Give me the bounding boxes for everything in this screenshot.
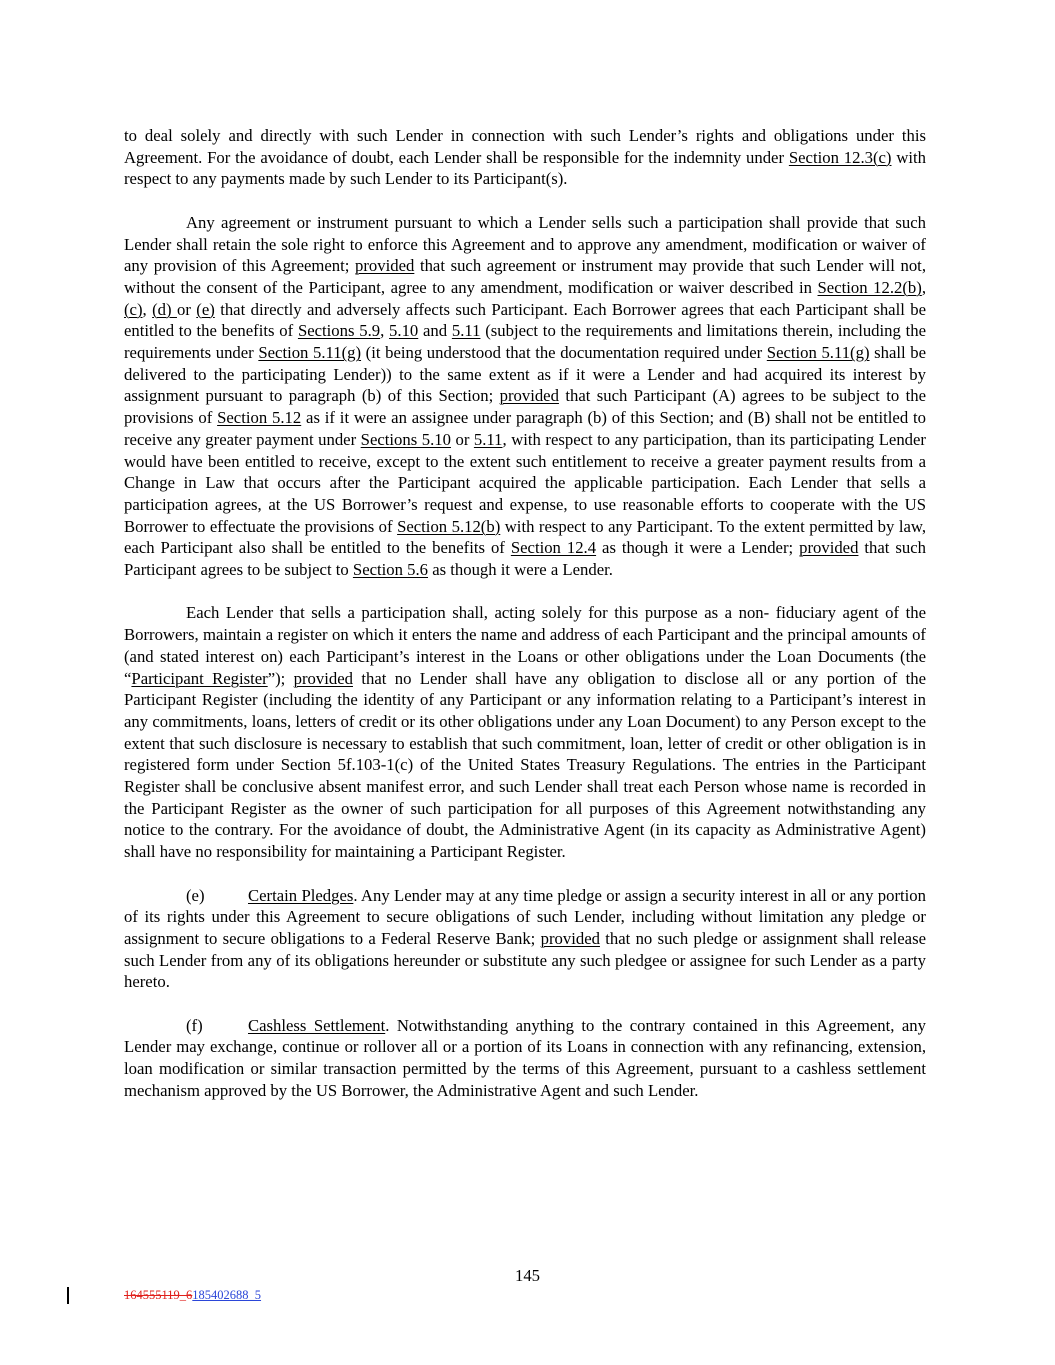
- provided-term: provided: [293, 668, 353, 688]
- provided-term: provided: [540, 928, 600, 948]
- paragraph-participant-register: Each Lender that sells a participation shall, acting solely for this purpose as a non- fiduciary agent of the Borrowers, maintain a register on which it enters the name and address of each Participant and the principal amounts of (and stated interest on) each Participant’s interest in the Loans or other obligations under the Loan Documents (the “Participant Register”); provided that no Lender shall have any obligation to disclose all or any portion of the Participant Register (including the identity of any Participant or any information relating to a Participant’s interest in any commitments, loans, letters of credit or its other obligations under any Loan Document) to any Person except to the extent that such disclosure is necessary to establish that such commitment, loan, letter of credit or other obligation is in registered form under Section 5f.103-1(c) of the United States Treasury Regulations. The entries in the Participant Register shall be conclusive absent manifest error, and such Lender shall treat each Person whose name is recorded in the Participant Register as the owner of such participation for all purposes of this Agreement notwithstanding any notice to the contrary. For the avoidance of doubt, the Administrative Agent (in its capacity as Administrative Agent) shall have no responsibility for maintaining a Participant Register.: [124, 603, 927, 862]
- section-reference: Sections 5.10: [360, 429, 451, 449]
- section-heading: Cashless Settlement: [248, 1015, 386, 1035]
- section-reference: Section 12.3(c): [788, 147, 892, 167]
- section-reference: Section 5.11(g): [766, 343, 870, 363]
- defined-term: Participant Register: [131, 668, 268, 688]
- section-reference: Section 12.2(b): [817, 277, 922, 297]
- section-label: (e): [186, 885, 205, 905]
- section-reference: Sections 5.9: [297, 321, 381, 341]
- document-body: [124, 125, 926, 1123]
- section-reference: (e): [196, 299, 215, 319]
- section-reference: Section 12.4: [510, 538, 597, 558]
- section-reference: (c): [124, 299, 143, 319]
- section-heading: Certain Pledges: [248, 885, 354, 905]
- provided-term: provided: [499, 386, 559, 406]
- section-label: (f): [186, 1015, 203, 1035]
- section-reference: 5.11: [451, 321, 481, 341]
- section-reference: Section 5.12(b): [397, 516, 501, 536]
- provided-term: provided: [355, 256, 415, 276]
- section-f-cashless-settlement: (f) Cashless Settlement. Notwithstanding anything to the contrary contained in this Agreement, any Lender may exchange, continue or rollover all or a portion of its Loans in connection with any refinancing, extension, loan modification or similar transaction permitted by the terms of this Agreement, pursuant to a cashless settlement mechanism approved by the US Borrower, the Administrative Agent and such Lender.: [124, 1015, 926, 1100]
- section-reference: Section 5.6: [352, 560, 429, 580]
- section-reference: 5.11: [473, 429, 503, 449]
- section-reference: (d): [152, 299, 177, 319]
- provided-term: provided: [799, 538, 859, 558]
- revision-change-bar: [67, 1287, 69, 1304]
- page-number: 145: [514, 1266, 541, 1285]
- section-reference: Section 5.12: [217, 408, 302, 428]
- paragraph-continuation: to deal solely and directly with such Lender in connection with such Lender’s rights and obligations under this Agreement. For the avoidance of doubt, each Lender shall be responsible for the indemnity under Section 12.3(c) with respect to any payments made by such Lender to its Participant(s).: [124, 126, 926, 189]
- section-reference: 5.10: [389, 321, 419, 341]
- document-id: [124, 1288, 261, 1303]
- inserted-doc-id: 185402688_5: [192, 1288, 262, 1302]
- paragraph-participation-agreement: Any agreement or instrument pursuant to which a Lender sells such a participation shall provide that such Lender shall retain the sole right to enforce this Agreement and to approve any amendment, modification or waiver of any provision of this Agreement; provided that such agreement or instrument may provide that such Lender will not, without the consent of the Participant, agree to any amendment, modification or waiver described in Section 12.2(b), (c), (d) or (e) that directly and adversely affects such Participant. Each Borrower agrees that each Participant shall be entitled to the benefits of Sections 5.9, 5.10 and 5.11 (subject to the requirements and limitations therein, including the requirements under Section 5.11(g) (it being understood that the documentation required under Section 5.11(g) shall be delivered to the participating Lender)) to the same extent as if it were a Lender and had acquired its interest by assignment pursuant to paragraph (b) of this Section; provided that such Participant (A) agrees to be subject to the provisions of Section 5.12 as if it were an assignee under paragraph (b) of this Section; and (B) shall not be entitled to receive any greater payment under Sections 5.10 or 5.11, with respect to any participation, than its participating Lender would have been entitled to receive, except to the extent such entitlement to receive a greater payment results from a Change in Law that occurs after the Participant acquired the applicable participation. Each Lender that sells a participation agrees, at the US Borrower’s request and expense, to use reasonable efforts to cooperate with the US Borrower to effectuate the provisions of Section 5.12(b) with respect to any Participant. To the extent permitted by law, each Participant also shall be entitled to the benefits of Section 12.4 as though it were a Lender; provided that such Participant agrees to be subject to Section 5.6 as though it were a Lender.: [124, 212, 927, 580]
- section-e-certain-pledges: (e) Certain Pledges. Any Lender may at any time pledge or assign a security interest in all or any portion of its rights under this Agreement to secure obligations of such Lender, including without limitation any pledge or assignment to secure obligations to a Federal Reserve Bank; provided that no such pledge or assignment shall release such Lender from any of its obligations hereunder or substitute any such pledgee or assignee for such Lender as a party hereto.: [124, 885, 926, 992]
- deleted-doc-id: 164555119_6: [124, 1288, 193, 1302]
- section-reference: Section 5.11(g): [258, 343, 362, 363]
